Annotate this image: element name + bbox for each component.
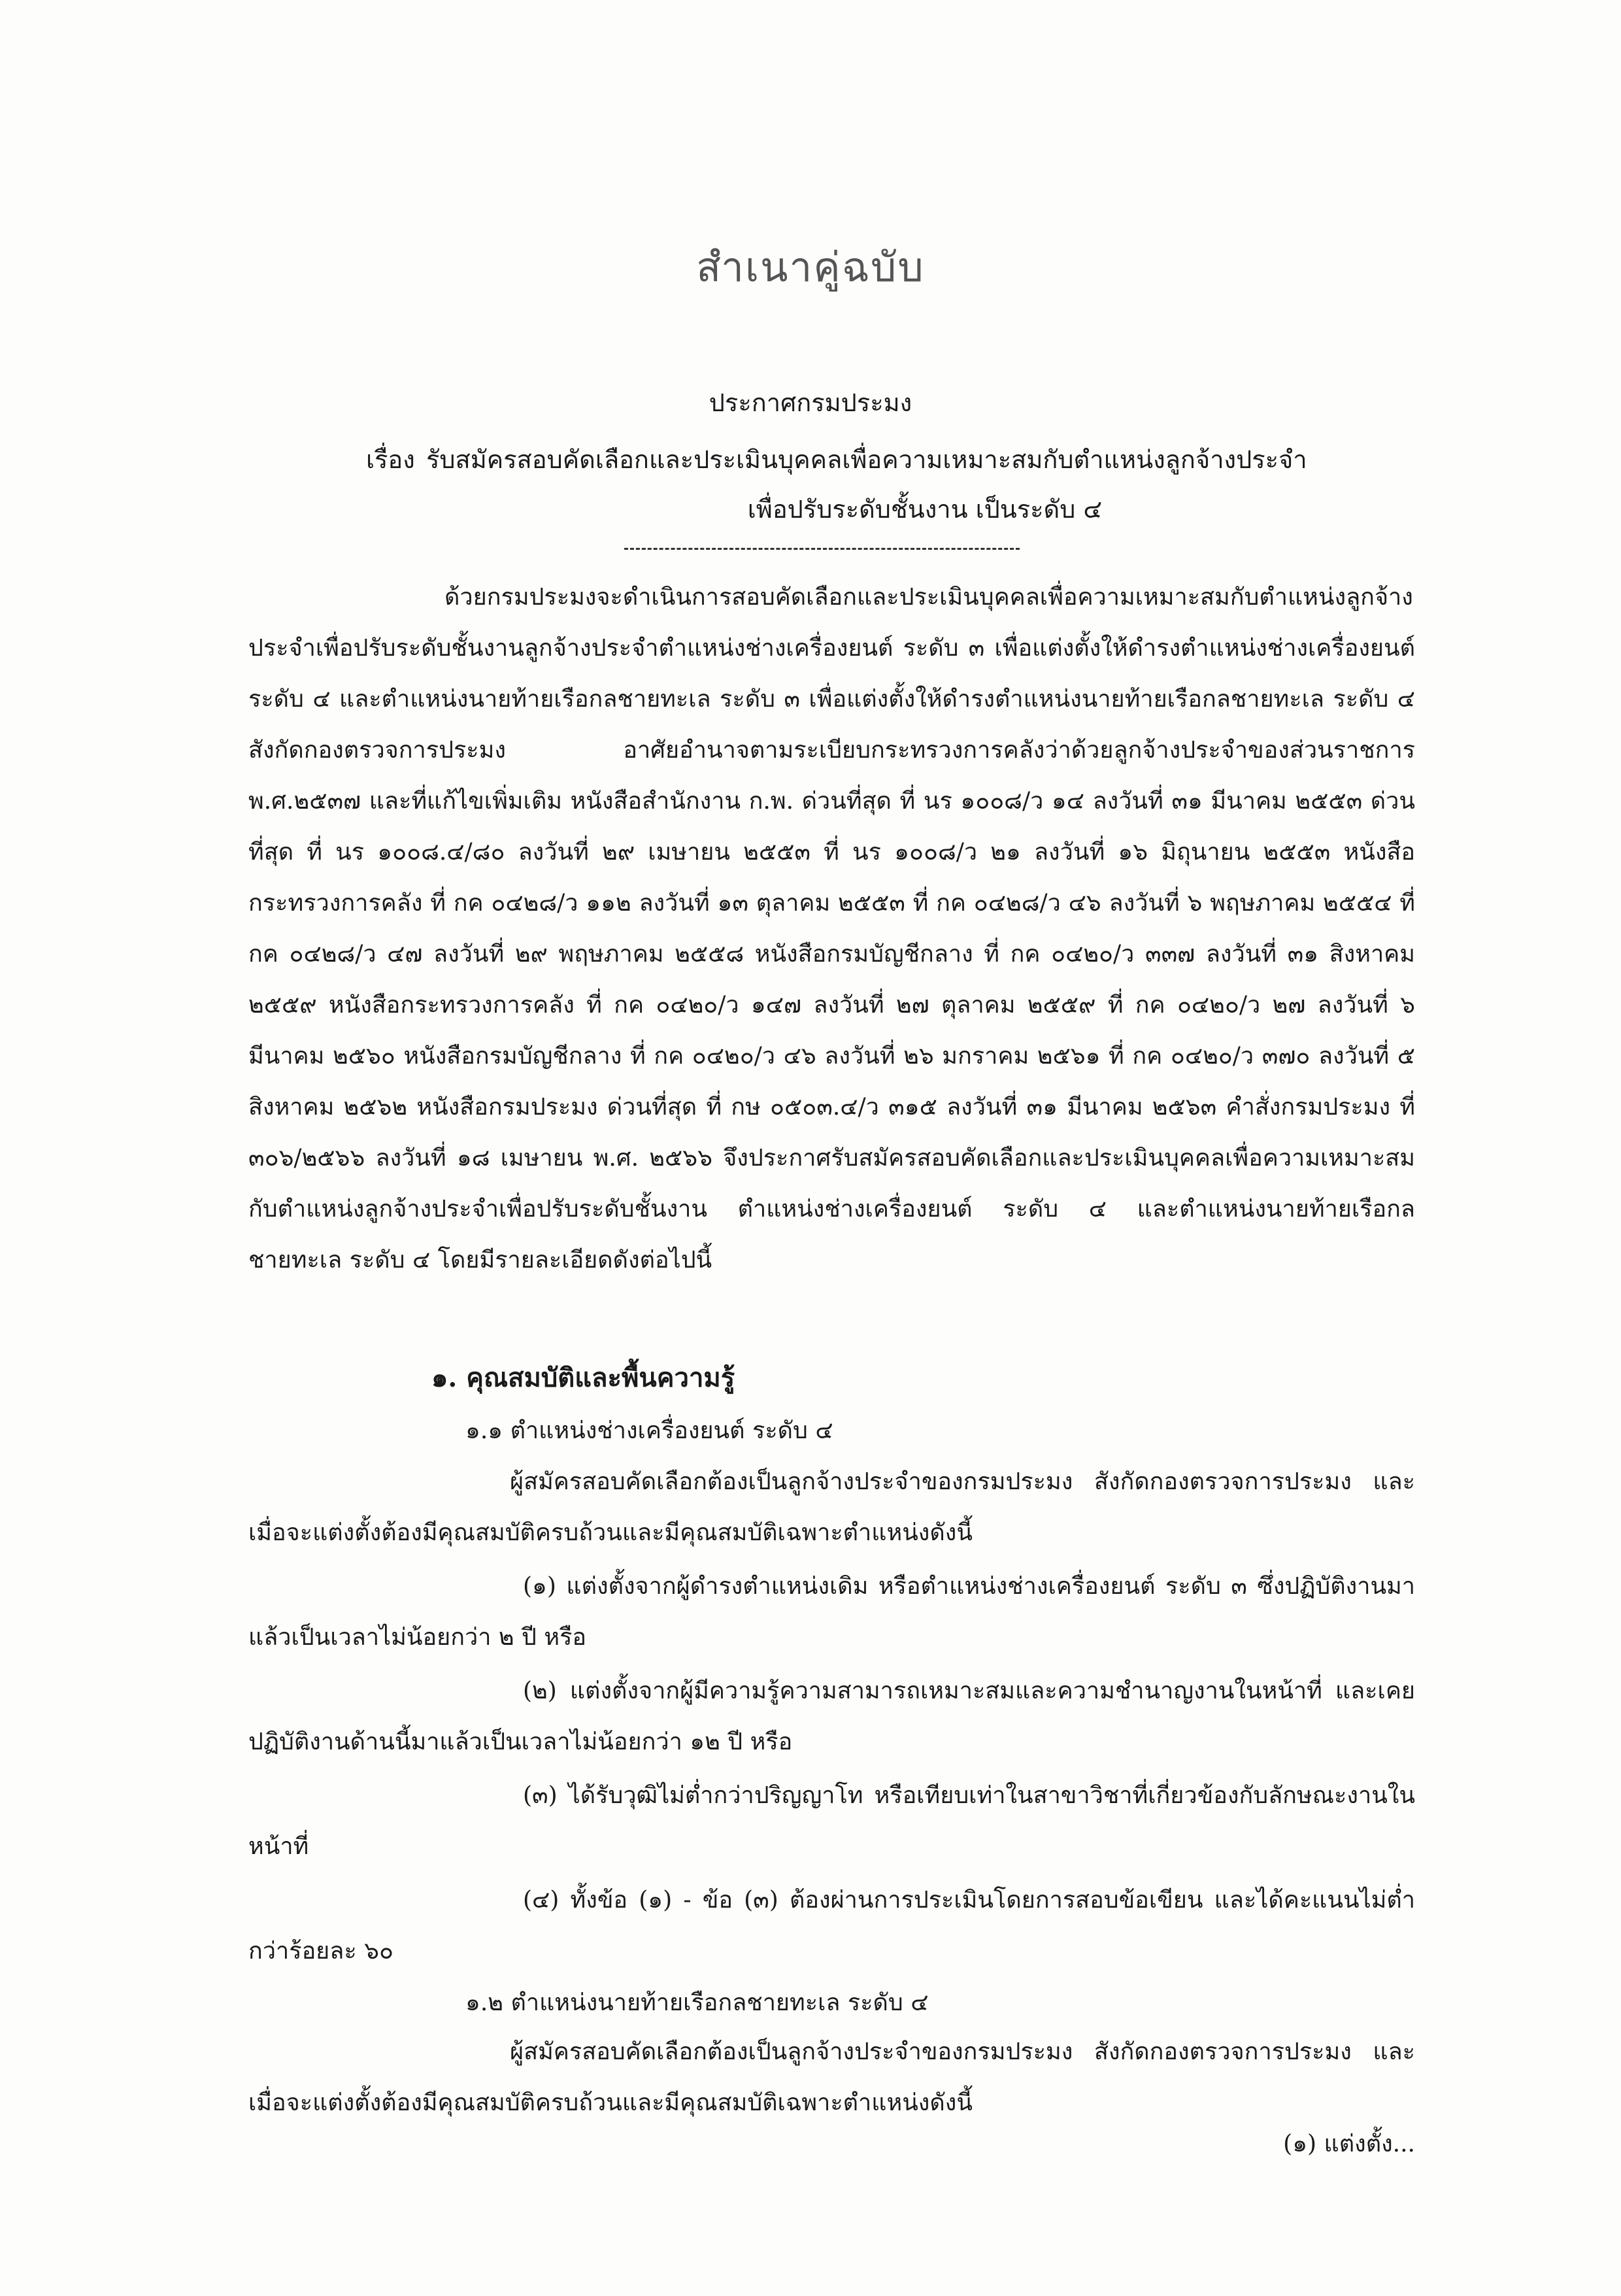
requirement-item-4: (๔) ทั้งข้อ (๑) - ข้อ (๓) ต้องผ่านการประเมินโดยการสอบข้อเขียน และได้คะแนนไม่ต่ำกว่าร้อยละ ๖๐ bbox=[248, 1887, 1415, 1965]
requirement-item-2: (๒) แต่งตั้งจากผู้มีความรู้ความสามารถเหมาะสมและความชำนาญงานในหน้าที่ และเคยปฏิบัติงานด้านนี้มาแล้วเป็นเวลาไม่น้อยกว่า ๑๒ ปี หรือ bbox=[248, 1678, 1415, 1755]
subject-line-1: รับสมัครสอบคัดเลือกและประเมินบุคคลเพื่อความเหมาะสมกับตำแหน่งลูกจ้างประจำ bbox=[426, 445, 1307, 474]
subject-label: เรื่อง bbox=[366, 445, 415, 474]
subject-line-2: เพื่อปรับระดับชั้นงาน เป็นระดับ ๔ bbox=[747, 495, 1103, 524]
subsection-1-2-title: ๑.๒ ตำแหน่งนายท้ายเรือกลชายทะเล ระดับ ๔ bbox=[465, 1989, 929, 2016]
body-paragraph: ด้วยกรมประมงจะดำเนินการสอบคัดเลือกและประเมินบุคคลเพื่อความเหมาะสมกับตำแหน่งลูกจ้างประจำเพื่อปรับระดับชั้นงานลูกจ้างประจำตำแหน่งช่างเครื่องยนต์ ระดับ ๓ เพื่อแต่งตั้งให้ดำรงตำแหน่งช่างเครื่องยนต์ ระดับ ๔ และตำแหน่งนายท้ายเรือกลชายทะเล ระดับ ๓ เพื่อแต่งตั้งให้ดำรงตำแหน่งนายท้ายเรือกลชายทะเล ระดับ ๔ สังกัดกองตรวจการประมง อาศัยอำนาจตามระเบียบกระทรวงการคลังว่าด้วยลูกจ้างประจำของส่วนราชการ พ.ศ.๒๕๓๗ และที่แก้ไขเพิ่มเติม หนังสือสำนักงาน ก.พ. ด่วนที่สุด ที่ นร ๑๐๐๘/ว ๑๔ ลงวันที่ ๓๑ มีนาคม ๒๕๕๓ ด่วนที่สุด ที่ นร ๑๐๐๘.๔/๘๐ ลงวันที่ ๒๙ เมษายน ๒๕๕๓ ที่ นร ๑๐๐๘/ว ๒๑ ลงวันที่ ๑๖ มิถุนายน ๒๕๕๓ หนังสือกระทรวงการคลัง ที่ กค ๐๔๒๘/ว ๑๑๒ ลงวันที่ ๑๓ ตุลาคม ๒๕๕๓ ที่ กค ๐๔๒๘/ว ๔๖ ลงวันที่ ๖ พฤษภาคม ๒๕๕๔ ที่ กค ๐๔๒๘/ว ๔๗ ลงวันที่ ๒๙ พฤษภาคม ๒๕๕๘ หนังสือกรมบัญชีกลาง ที่ กค ๐๔๒๐/ว ๓๓๗ ลงวันที่ ๓๑ สิงหาคม ๒๕๕๙ หนังสือกระทรวงการคลัง ที่ กค ๐๔๒๐/ว ๑๔๗ ลงวันที่ ๒๗ ตุลาคม ๒๕๕๙ ที่ กค ๐๔๒๐/ว ๒๗ ลงวันที่ ๖ มีนาคม ๒๕๖๐ หนังสือกรมบัญชีกลาง ที่ กค ๐๔๒๐/ว ๔๖ ลงวันที่ ๒๖ มกราคม ๒๕๖๑ ที่ กค ๐๔๒๐/ว ๓๗๐ ลงวันที่ ๕ สิงหาคม ๒๕๖๒ หนังสือกรมประมง ด่วนที่สุด ที่ กษ ๐๕๐๓.๔/ว ๓๑๕ ลงวันที่ ๓๑ มีนาคม ๒๕๖๓ คำสั่งกรมประมง ที่ ๓๐๖/๒๕๖๖ ลงวันที่ ๑๘ เมษายน พ.ศ. ๒๕๖๖ จึงประกาศรับสมัครสอบคัดเลือกและประเมินบุคคลเพื่อความเหมาะสมกับตำแหน่งลูกจ้างประจำเพื่อปรับระดับชั้นงาน ตำแหน่งช่างเครื่องยนต์ ระดับ ๔ และตำแหน่งนายท้ายเรือกลชายทะเล ระดับ ๔ โดยมีรายละเอียดดังต่อไปนี้ bbox=[248, 584, 1416, 1274]
page-continuation: (๑) แต่งตั้ง... bbox=[1283, 2131, 1415, 2157]
requirement-item-3: (๓) ได้รับวุฒิไม่ต่ำกว่าปริญญาโท หรือเทียบเท่าในสาขาวิชาที่เกี่ยวข้องกับลักษณะงานในหน้าที่ bbox=[248, 1782, 1415, 1860]
subsection-1-1-requirement: ผู้สมัครสอบคัดเลือกต้องเป็นลูกจ้างประจำของกรมประมง สังกัดกองตรวจการประมง และเมื่อจะแต่งตั้งต้องมีคุณสมบัติครบถ้วนและมีคุณสมบัติเฉพาะตำแหน่งดังนี้ bbox=[248, 1468, 1415, 1546]
subject-block bbox=[366, 435, 1425, 534]
subsection-1-2-requirement: ผู้สมัครสอบคัดเลือกต้องเป็นลูกจ้างประจำของกรมประมง สังกัดกองตรวจการประมง และเมื่อจะแต่งตั้งต้องมีคุณสมบัติครบถ้วนและมีคุณสมบัติเฉพาะตำแหน่งดังนี้ bbox=[248, 2038, 1415, 2116]
copy-stamp: สำเนาคู่ฉบับ bbox=[696, 243, 925, 291]
subsection-1-1-title: ๑.๑ ตำแหน่งช่างเครื่องยนต์ ระดับ ๔ bbox=[465, 1417, 833, 1444]
announcement-title: ประกาศกรมประมง bbox=[709, 388, 912, 417]
section-1-heading: ๑. คุณสมบัติและพื้นความรู้ bbox=[431, 1362, 735, 1393]
dashed-divider bbox=[624, 548, 1020, 550]
requirement-item-1: (๑) แต่งตั้งจากผู้ดำรงตำแหน่งเดิม หรือตำแหน่งช่างเครื่องยนต์ ระดับ ๓ ซึ่งปฏิบัติงานมาแล้วเป็นเวลาไม่น้อยกว่า ๒ ปี หรือ bbox=[248, 1573, 1415, 1651]
